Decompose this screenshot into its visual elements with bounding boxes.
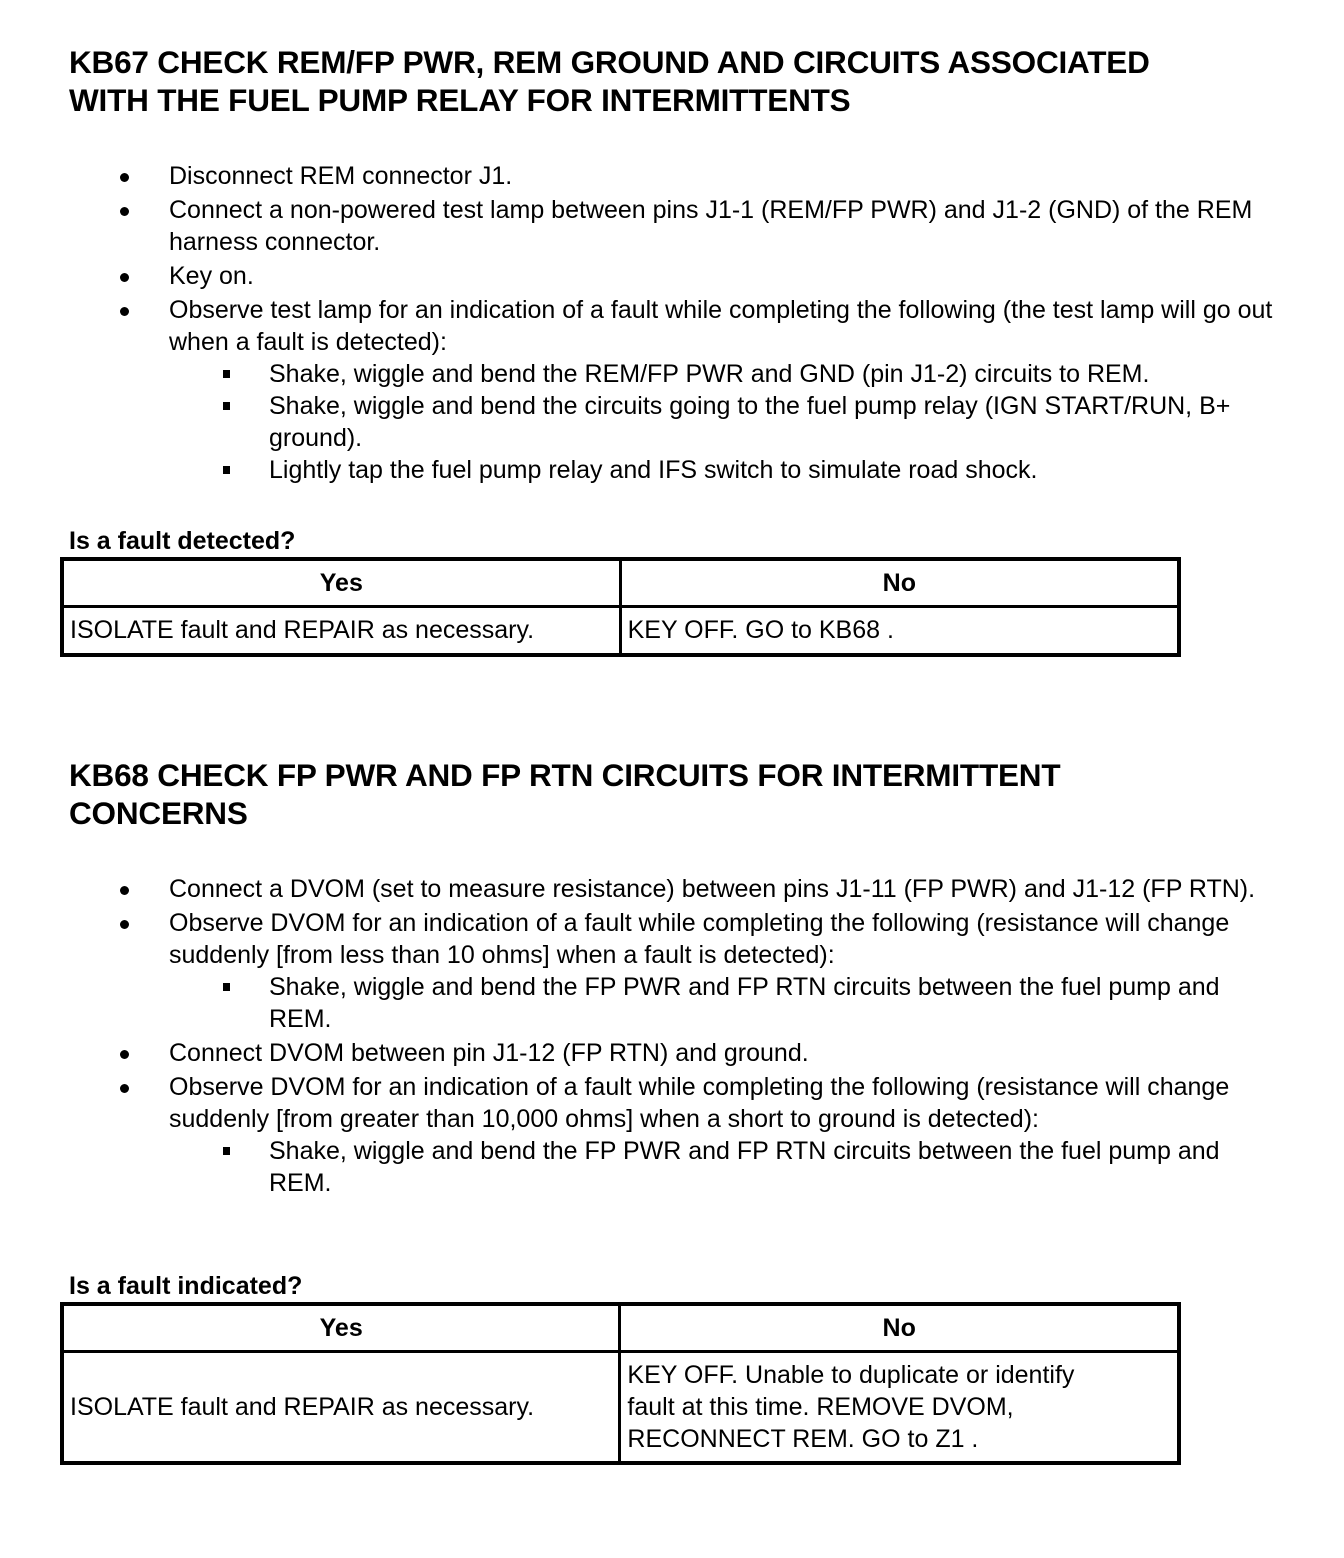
bullet-icon <box>120 1084 129 1093</box>
substep-item <box>169 358 1284 390</box>
substep-text: Shake, wiggle and bend the REM/FP PWR and GND (pin J1-2) circuits to REM. <box>269 360 1150 388</box>
bullet-icon <box>120 207 129 216</box>
step-text: Connect DVOM between pin J1-12 (FP RTN) and ground. <box>169 1039 809 1067</box>
square-bullet-icon <box>223 370 230 378</box>
header-yes: Yes <box>62 559 620 606</box>
step-text: Observe test lamp for an indication of a fault while completing the following (the test lamp will go out when a fault is detected): <box>169 296 1273 356</box>
step-text: Disconnect REM connector J1. <box>169 162 513 190</box>
cell-no-action <box>620 1351 1179 1463</box>
bullet-icon <box>120 920 129 929</box>
bullet-icon <box>120 307 129 316</box>
decision-question-kb67: Is a fault detected? <box>69 527 296 555</box>
substep-item <box>169 971 1284 1035</box>
heading-line: WITH THE FUEL PUMP RELAY FOR INTERMITTENTS <box>69 82 851 118</box>
header-no: No <box>620 559 1179 606</box>
step-item <box>0 194 1344 258</box>
square-bullet-icon <box>223 402 230 410</box>
step-text: Connect a non-powered test lamp between pins J1-1 (REM/FP PWR) and J1-2 (GND) of the REM harness connector. <box>169 196 1253 256</box>
decision-question-kb68: Is a fault indicated? <box>69 1272 303 1300</box>
cell-line: RECONNECT REM. GO to Z1 . <box>627 1424 979 1453</box>
cell-yes-action: ISOLATE fault and REPAIR as necessary. <box>62 1351 620 1463</box>
substep-item <box>169 1135 1284 1199</box>
decision-table-kb67 <box>60 557 1181 657</box>
section-heading-kb67 <box>69 43 1279 119</box>
heading-line: CONCERNS <box>69 795 248 831</box>
substep-text: Shake, wiggle and bend the circuits going to the fuel pump relay (IGN START/RUN, B+ ground). <box>269 392 1231 452</box>
bullet-icon <box>120 173 129 182</box>
cell-no-action: KEY OFF. GO to KB68 . <box>620 606 1179 655</box>
cell-yes-action: ISOLATE fault and REPAIR as necessary. <box>62 606 620 655</box>
step-list-kb67 <box>0 160 1344 488</box>
step-item <box>0 907 1344 1035</box>
substep-text: Lightly tap the fuel pump relay and IFS switch to simulate road shock. <box>269 456 1038 484</box>
substep-text: Shake, wiggle and bend the FP PWR and FP RTN circuits between the fuel pump and REM. <box>269 973 1220 1033</box>
section-heading-kb68 <box>69 756 1279 832</box>
decision-table-kb68 <box>60 1302 1181 1465</box>
square-bullet-icon <box>223 983 230 991</box>
substep-list <box>169 1135 1284 1199</box>
step-text: Observe DVOM for an indication of a fault while completing the following (resistance will change suddenly [from greater than 10,000 ohms] when a short to ground is detected): <box>169 1073 1230 1133</box>
step-item <box>0 1037 1344 1069</box>
square-bullet-icon <box>223 1147 230 1155</box>
substep-list <box>169 358 1284 486</box>
step-item <box>0 294 1344 486</box>
square-bullet-icon <box>223 466 230 474</box>
table-row <box>62 606 1179 655</box>
step-text: Connect a DVOM (set to measure resistance) between pins J1-11 (FP PWR) and J1-12 (FP RTN). <box>169 875 1256 903</box>
heading-line: KB67 CHECK REM/FP PWR, REM GROUND AND CIRCUITS ASSOCIATED <box>69 44 1150 80</box>
step-item <box>0 873 1344 905</box>
table-row <box>62 1351 1179 1463</box>
cell-line: fault at this time. REMOVE DVOM, <box>627 1392 1014 1421</box>
step-list-kb68 <box>0 873 1344 1201</box>
header-no: No <box>620 1304 1179 1351</box>
table-header-row <box>62 1304 1179 1351</box>
cell-line: KEY OFF. Unable to duplicate or identify <box>627 1360 1075 1389</box>
bullet-icon <box>120 1050 129 1059</box>
substep-list <box>169 971 1284 1035</box>
step-item <box>0 160 1344 192</box>
bullet-icon <box>120 273 129 282</box>
step-text: Key on. <box>169 262 254 290</box>
table-header-row <box>62 559 1179 606</box>
heading-line: KB68 CHECK FP PWR AND FP RTN CIRCUITS FOR INTERMITTENT <box>69 757 1061 793</box>
step-item <box>0 260 1344 292</box>
header-yes: Yes <box>62 1304 620 1351</box>
step-item <box>0 1071 1344 1199</box>
bullet-icon <box>120 886 129 895</box>
step-text: Observe DVOM for an indication of a fault while completing the following (resistance will change suddenly [from less than 10 ohms] when a fault is detected): <box>169 909 1230 969</box>
substep-item <box>169 454 1284 486</box>
substep-text: Shake, wiggle and bend the FP PWR and FP RTN circuits between the fuel pump and REM. <box>269 1137 1220 1197</box>
substep-item <box>169 390 1284 454</box>
